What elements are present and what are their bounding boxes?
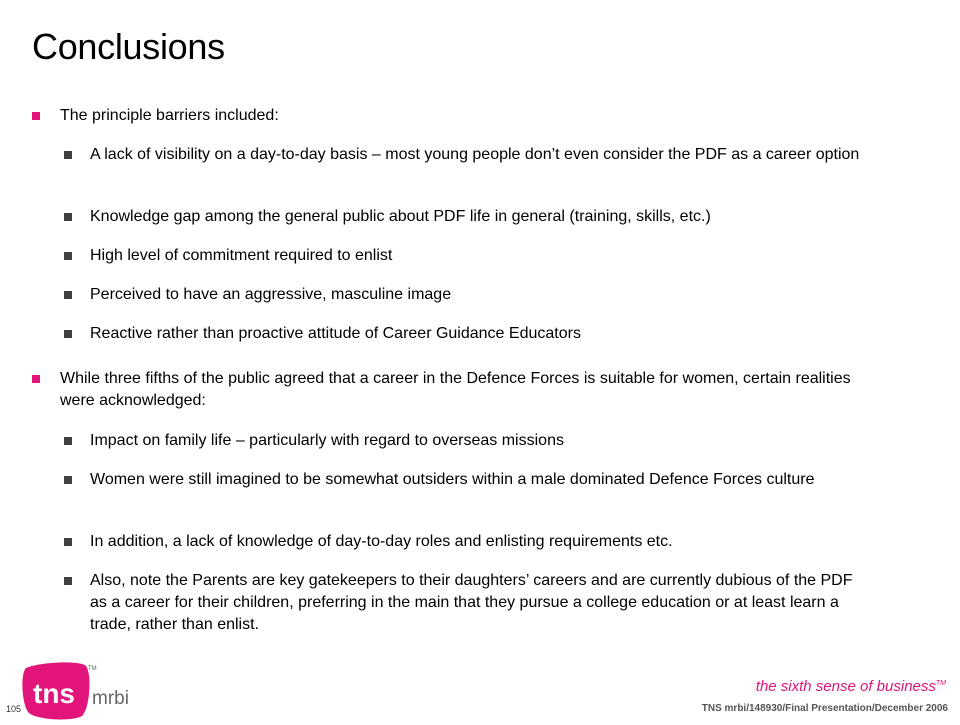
tagline-text: the sixth sense of business — [755, 678, 936, 695]
square-bullet-icon — [64, 538, 72, 546]
logo-tm: TM — [88, 666, 97, 672]
sub-bullet — [90, 570, 860, 636]
square-bullet-icon — [64, 476, 72, 484]
square-bullet-icon — [64, 330, 72, 338]
page-number: 105 — [6, 704, 22, 714]
sub-bullet — [90, 144, 860, 166]
tns-logo-icon — [22, 660, 172, 720]
square-bullet-icon — [64, 291, 72, 299]
page-title: Conclusions — [32, 26, 225, 67]
section1-heading: The principle barriers included: — [60, 107, 279, 124]
square-bullet-icon — [32, 375, 40, 383]
square-bullet-icon — [64, 437, 72, 445]
section2-item: Women were still imagined to be somewhat outsiders within a male dominated Defence Forces culture — [90, 471, 815, 488]
section2-heading: While three fifths of the public agreed that a career in the Defence Forces is suitable for women, certain realities were acknowledged: — [60, 370, 851, 409]
section2-item: In addition, a lack of knowledge of day-to-day roles and enlisting requirements etc. — [90, 533, 673, 550]
sub-bullet — [90, 284, 860, 306]
section1-item: Reactive rather than proactive attitude of Career Guidance Educators — [90, 325, 581, 342]
section1-item: A lack of visibility on a day-to-day basis – most young people don’t even consider the PDF as a career option — [90, 146, 860, 163]
sub-bullet — [90, 531, 860, 553]
tagline — [756, 678, 946, 695]
section2-item: Also, note the Parents are key gatekeepers to their daughters’ careers and are currently dubious of the PDF as a career for their children, preferring in the main that they pursue a college education or at least learn a trade, rather than enlist. — [90, 572, 853, 633]
section1-item: Knowledge gap among the general public about PDF life in general (training, skills, etc.) — [90, 208, 711, 225]
section1-item: Perceived to have an aggressive, masculine image — [90, 286, 452, 303]
sub-bullet — [90, 245, 860, 267]
tagline-tm: TM — [935, 680, 946, 687]
logo-sub-text: mrbi — [92, 688, 129, 709]
square-bullet-icon — [64, 252, 72, 260]
square-bullet-icon — [64, 151, 72, 159]
bullet-section-2 — [60, 368, 860, 412]
sub-bullet — [90, 430, 860, 452]
bullet-section-1 — [60, 105, 860, 127]
sub-bullet — [90, 206, 860, 228]
document-reference: TNS mrbi/148930/Final Presentation/December 2006 — [701, 703, 948, 714]
sub-bullet — [90, 323, 860, 345]
square-bullet-icon — [32, 112, 40, 120]
sub-bullet — [90, 469, 860, 491]
logo-text: tns — [33, 678, 75, 709]
section2-item: Impact on family life – particularly with regard to overseas missions — [90, 432, 564, 449]
tns-mrbi-logo — [22, 660, 172, 725]
square-bullet-icon — [64, 213, 72, 221]
section1-item: High level of commitment required to enlist — [90, 247, 393, 264]
square-bullet-icon — [64, 577, 72, 585]
